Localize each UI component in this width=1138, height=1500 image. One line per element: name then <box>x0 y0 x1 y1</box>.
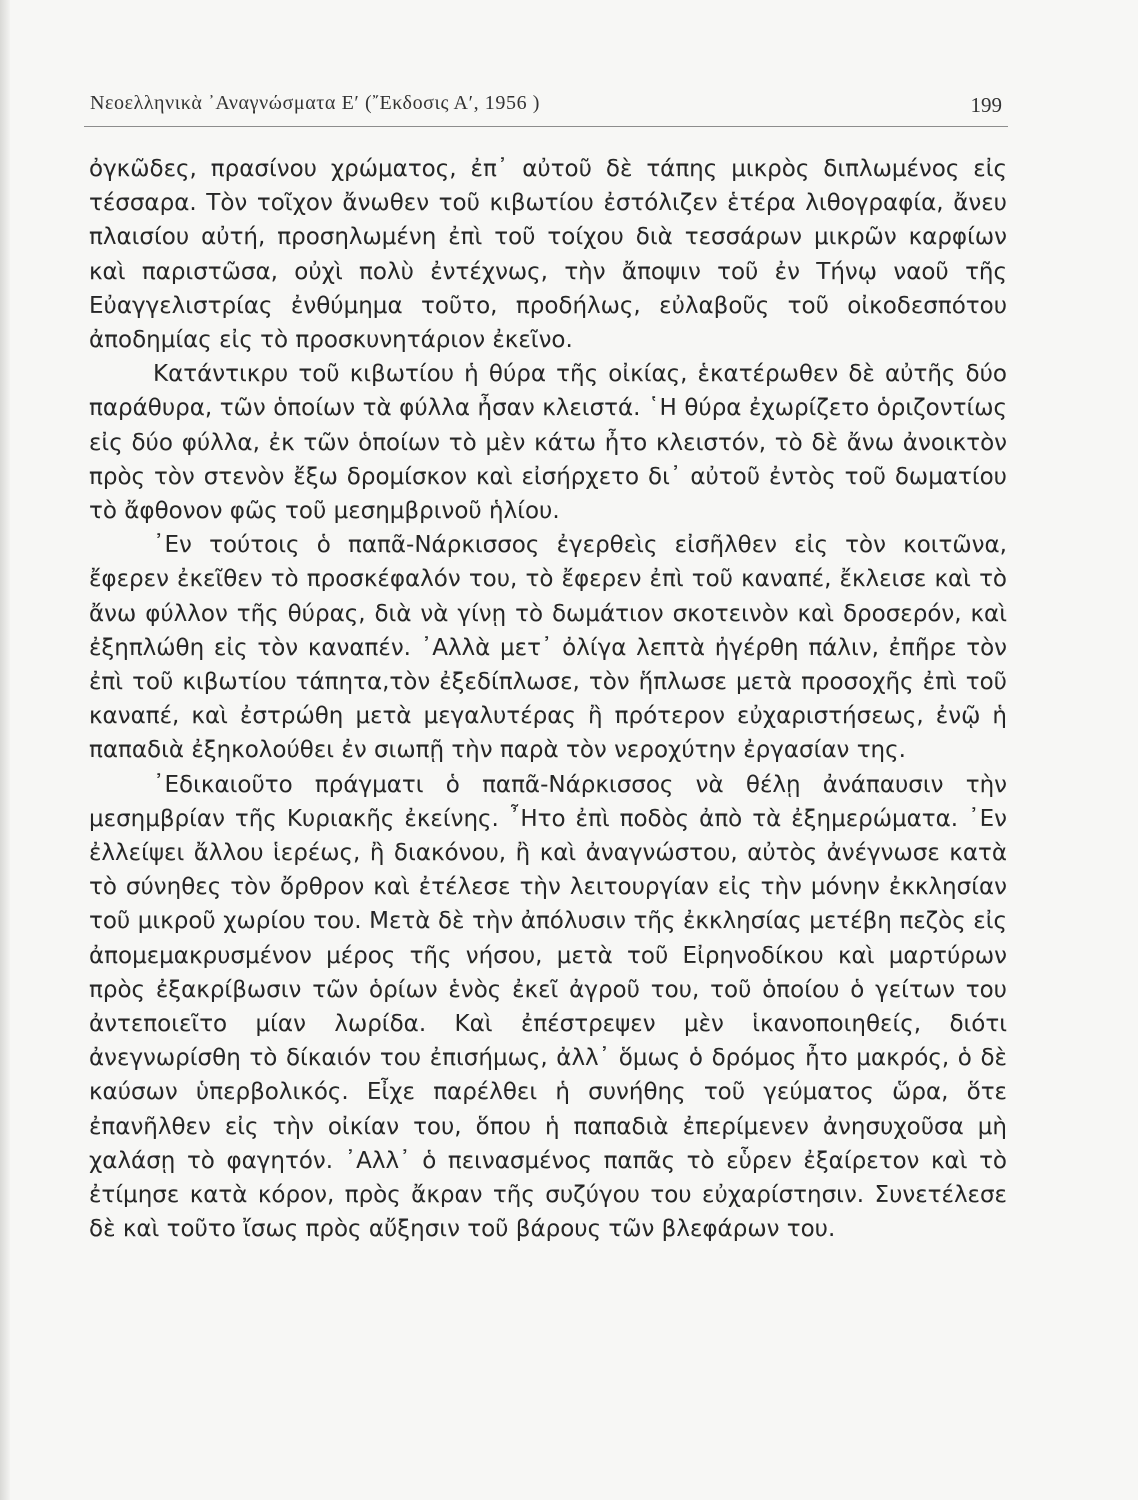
page-header <box>84 86 1008 127</box>
paragraph: ὀγκῶδες, πρασίνου χρώματος, ἐπ᾿ αὐτοῦ δὲ τάπης μικρὸς διπλωμένος εἰς τέσσαρα. Τὸν τοῖχον ἄνωθεν τοῦ κιβωτίου ἐστόλιζεν ἑτέρα λιθογραφία, ἄνευ πλαισίου αὐτή, προσηλωμένη ἐπὶ τοῦ τοίχου διὰ τεσσάρων μικρῶν καρφίων καὶ παριστῶσα, οὐχὶ πολὺ ἐντέχνως, τὴν ἄποψιν τοῦ ἐν Τήνῳ ναοῦ τῆς Εὐαγγελιστρίας ἐνθύμημα τοῦτο, προδήλως, εὐλαβοῦς τοῦ οἰκοδεσπότου ἀποδημίας εἰς τὸ προσκυνητάριον ἐκεῖνο. <box>89 156 1007 354</box>
paragraph: ᾿Εδικαιοῦτο πράγματι ὁ παπᾶ-Νάρκισσος νὰ θέλῃ ἀνάπαυσιν τὴν μεσημβρίαν τῆς Κυριακῆς ἐκείνης. ῏Ητο ἐπὶ ποδὸς ἀπὸ τὰ ἐξημερώματα. ᾿Εν ἐλλείψει ἄλλου ἱερέως, ἢ διακόνου, ἢ καὶ ἀναγνώστου, αὐτὸς ἀνέγνωσε κατὰ τὸ σύνηθες τὸν ὄρθρον καὶ ἐτέλεσε τὴν λειτουργίαν εἰς τὴν μόνην ἐκκλησίαν τοῦ μικροῦ χωρίου του. Μετὰ δὲ τὴν ἀπόλυσιν τῆς ἐκκλησίας μετέβη πεζὸς εἰς ἀπομεμακρυσμένον μέρος τῆς νήσου, μετὰ τοῦ Εἰρηνοδίκου καὶ μαρτύρων πρὸς ἐξακρίβωσιν τῶν ὁρίων ἑνὸς ἐκεῖ ἀγροῦ του, τοῦ ὁποίου ὁ γείτων του ἀντεποιεῖτο μίαν λωρίδα. Καὶ ἐπέστρεψεν μὲν ἱκανοποιηθείς, διότι ἀνεγνωρίσθη τὸ δίκαιόν του ἐπισήμως, ἀλλ᾿ ὅμως ὁ δρόμος ἦτο μακρός, ὁ δὲ καύσων ὑπερβολικός. Εἶχε παρέλθει ἡ συνήθης τοῦ γεύματος ὥρα, ὅτε ἐπανῆλθεν εἰς τὴν οἰκίαν του, ὅπου ἡ παπαδιὰ ἐπερίμενεν ἀνησυχοῦσα μὴ χαλάσῃ τὸ φαγητόν. ᾿Αλλ᾿ ὁ πεινασμένος παπᾶς τὸ εὗρεν ἐξαίρετον καὶ τὸ ἐτίμησε κατὰ κόρον, πρὸς ἄκραν τῆς συζύγου του εὐχαρίστησιν. Συνετέλεσε δὲ καὶ τοῦτο ἴσως πρὸς αὔξησιν τοῦ βάρους τῶν βλεφάρων του. <box>89 771 1007 1243</box>
paragraph: Κατάντικρυ τοῦ κιβωτίου ἡ θύρα τῆς οἰκίας, ἑκατέρωθεν δὲ αὐτῆς δύο παράθυρα, τῶν ὁποίων τὰ φύλλα ἦσαν κλειστά. ῾Η θύρα ἐχωρίζετο ὁριζοντίως εἰς δύο φύλλα, ἐκ τῶν ὁποίων τὸ μὲν κάτω ἦτο κλειστόν, τὸ δὲ ἄνω ἀνοικτὸν πρὸς τὸν στενὸν ἔξω δρομίσκον καὶ εἰσήρχετο δι᾿ αὐτοῦ ἐντὸς τοῦ δωματίου τὸ ἄφθονον φῶς τοῦ μεσημβρινοῦ ἡλίου. <box>89 361 1007 525</box>
running-title: Νεοελληνικὰ ᾿Αναγνώσματα Ε′ (῎Εκδοσις Α′, 1956 ) <box>90 92 541 114</box>
body-text <box>89 152 1007 1247</box>
page-binding-edge <box>0 0 10 1500</box>
paragraph: ᾿Εν τούτοις ὁ παπᾶ-Νάρκισσος ἐγερθεὶς εἰσῆλθεν εἰς τὸν κοιτῶνα, ἔφερεν ἐκεῖθεν τὸ προσκέφαλόν του, τὸ ἔφερεν ἐπὶ τοῦ καναπέ, ἔκλεισε καὶ τὸ ἄνω φύλλον τῆς θύρας, διὰ νὰ γίνῃ τὸ δωμάτιον σκοτεινὸν καὶ δροσερόν, καὶ ἐξηπλώθη εἰς τὸν καναπέν. ᾿Αλλὰ μετ᾿ ὀλίγα λεπτὰ ἠγέρθη πάλιν, ἐπῆρε τὸν ἐπὶ τοῦ κιβωτίου τάπητα,τὸν ἐξεδίπλωσε, τὸν ἥπλωσε μετὰ προσοχῆς ἐπὶ τοῦ καναπέ, καὶ ἐστρώθη μετὰ μεγαλυτέρας ἢ πρότερον εὐχαριστήσεως, ἐνῷ ἡ παπαδιὰ ἐξηκολούθει ἐν σιωπῇ τὴν παρὰ τὸν νεροχύτην ἐργασίαν της. <box>89 532 1007 764</box>
page-number: 199 <box>970 93 1002 117</box>
